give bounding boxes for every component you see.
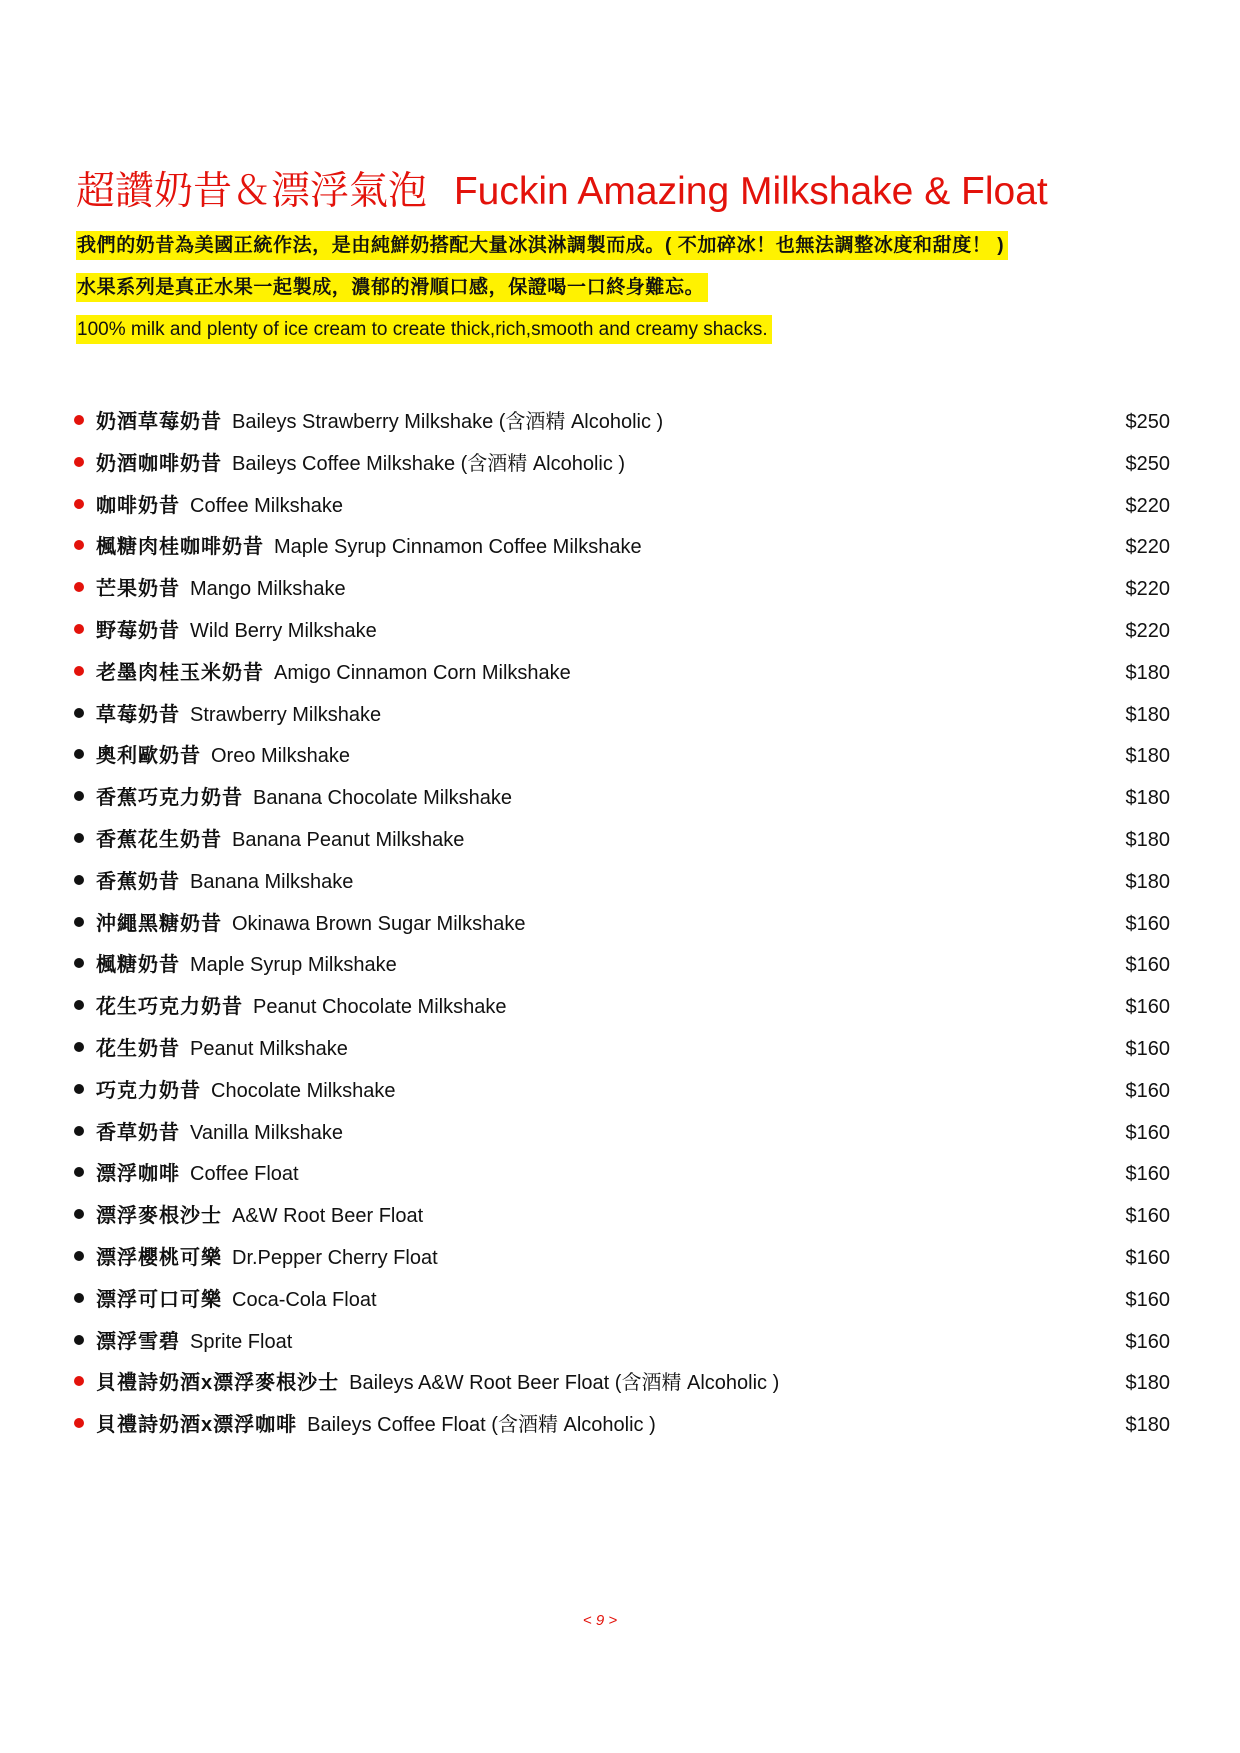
menu-item	[74, 1325, 1170, 1367]
item-name-chinese: 奶酒咖啡奶昔	[96, 452, 222, 475]
item-price: $250	[1125, 411, 1170, 433]
menu-item	[74, 1241, 1170, 1283]
item-price: $180	[1125, 828, 1170, 851]
item-name-chinese: 巧克力奶昔	[96, 1079, 201, 1102]
black-bullet-icon	[74, 1251, 84, 1261]
item-price: $180	[1125, 1414, 1170, 1437]
item-name-english: Peanut Milkshake	[190, 1037, 348, 1060]
item-price: $220	[1125, 536, 1170, 559]
item-price: $160	[1125, 1205, 1170, 1228]
item-name-english: Oreo Milkshake	[211, 745, 350, 768]
item-name-english: Coffee Float	[190, 1163, 299, 1186]
item-name-chinese: 野莓奶昔	[96, 619, 180, 642]
black-bullet-icon	[74, 958, 84, 968]
black-bullet-icon	[74, 1335, 84, 1345]
item-name-english: Baileys Coffee Float (含酒精 Alcoholic )	[307, 1414, 656, 1437]
menu-item	[74, 698, 1170, 740]
menu-item	[74, 447, 1170, 489]
menu-item	[74, 990, 1170, 1032]
item-name-chinese: 漂浮麥根沙士	[96, 1205, 222, 1228]
item-price: $160	[1125, 996, 1170, 1019]
menu-item	[74, 405, 1170, 447]
red-bullet-icon	[74, 540, 84, 550]
item-price: $250	[1125, 452, 1170, 475]
item-name-chinese: 草莓奶昔	[96, 703, 180, 726]
item-name-chinese: 漂浮雪碧	[96, 1330, 180, 1353]
item-name-english: Banana Milkshake	[190, 870, 354, 893]
item-name-english: Banana Peanut Milkshake	[232, 828, 465, 851]
item-name-chinese: 奧利歐奶昔	[96, 745, 201, 768]
black-bullet-icon	[74, 1126, 84, 1136]
menu-item	[74, 907, 1170, 949]
item-price: $160	[1125, 1121, 1170, 1144]
menu-item	[74, 1074, 1170, 1116]
black-bullet-icon	[74, 875, 84, 885]
item-name-english: Baileys A&W Root Beer Float (含酒精 Alcoholic )	[349, 1372, 780, 1395]
black-bullet-icon	[74, 708, 84, 718]
item-price: $180	[1125, 745, 1170, 768]
red-bullet-icon	[74, 457, 84, 467]
item-price: $180	[1125, 1372, 1170, 1395]
item-name-english: Chocolate Milkshake	[211, 1079, 396, 1102]
intro-line-method: 我們的奶昔為美國正統作法，是由純鮮奶搭配大量冰淇淋調製而成。( 不加碎冰！也無法調整冰度和甜度！ )	[76, 231, 1008, 260]
red-bullet-icon	[74, 1418, 84, 1428]
black-bullet-icon	[74, 1000, 84, 1010]
item-name-chinese: 香蕉花生奶昔	[96, 828, 222, 851]
menu-item	[74, 1283, 1170, 1325]
page-title	[76, 160, 1048, 216]
item-name-chinese: 芒果奶昔	[96, 578, 180, 601]
item-name-chinese: 沖繩黑糖奶昔	[96, 912, 222, 935]
black-bullet-icon	[74, 1167, 84, 1177]
menu-list	[74, 405, 1170, 1450]
item-name-chinese: 咖啡奶昔	[96, 494, 180, 517]
item-price: $160	[1125, 954, 1170, 977]
item-price: $160	[1125, 912, 1170, 935]
item-price: $160	[1125, 1288, 1170, 1311]
black-bullet-icon	[74, 1042, 84, 1052]
item-price: $160	[1125, 1330, 1170, 1353]
red-bullet-icon	[74, 415, 84, 425]
black-bullet-icon	[74, 1084, 84, 1094]
red-bullet-icon	[74, 1376, 84, 1386]
menu-item	[74, 823, 1170, 865]
item-name-english: Mango Milkshake	[190, 578, 346, 601]
item-name-english: Maple Syrup Milkshake	[190, 954, 397, 977]
item-name-english: Wild Berry Milkshake	[190, 619, 377, 642]
menu-item	[74, 489, 1170, 531]
item-name-chinese: 奶酒草莓奶昔	[96, 411, 222, 433]
menu-item	[74, 948, 1170, 990]
menu-item	[74, 530, 1170, 572]
red-bullet-icon	[74, 624, 84, 634]
item-name-english: A&W Root Beer Float	[232, 1205, 424, 1228]
menu-item	[74, 781, 1170, 823]
item-name-english: Maple Syrup Cinnamon Coffee Milkshake	[274, 536, 642, 559]
black-bullet-icon	[74, 1209, 84, 1219]
item-name-english: Baileys Coffee Milkshake (含酒精 Alcoholic )	[232, 452, 626, 475]
item-name-english: Coca-Cola Float	[232, 1288, 377, 1311]
menu-item	[74, 1199, 1170, 1241]
black-bullet-icon	[74, 1293, 84, 1303]
intro-line-english: 100% milk and plenty of ice cream to create thick,rich,smooth and creamy shacks.	[76, 315, 772, 344]
item-name-chinese: 花生巧克力奶昔	[96, 996, 243, 1019]
menu-item	[74, 1157, 1170, 1199]
item-name-chinese: 漂浮咖啡	[96, 1163, 180, 1186]
menu-item	[74, 1408, 1170, 1450]
item-name-chinese: 楓糖肉桂咖啡奶昔	[96, 536, 264, 559]
red-bullet-icon	[74, 582, 84, 592]
item-price: $180	[1125, 787, 1170, 810]
item-name-chinese: 漂浮櫻桃可樂	[96, 1246, 222, 1269]
item-name-chinese: 老墨肉桂玉米奶昔	[96, 661, 264, 684]
item-name-chinese: 貝禮詩奶酒x漂浮麥根沙士	[96, 1372, 340, 1395]
black-bullet-icon	[74, 791, 84, 801]
title-english: Fuckin Amazing Milkshake & Float	[453, 170, 1048, 213]
menu-item	[74, 865, 1170, 907]
black-bullet-icon	[74, 833, 84, 843]
page-number: < 9 >	[582, 1612, 618, 1629]
item-price: $220	[1125, 619, 1170, 642]
black-bullet-icon	[74, 749, 84, 759]
item-name-english: Peanut Chocolate Milkshake	[253, 996, 507, 1019]
intro-line-fruit: 水果系列是真正水果一起製成，濃郁的滑順口感，保證喝一口終身難忘。	[76, 273, 708, 302]
item-name-chinese: 香蕉巧克力奶昔	[96, 787, 243, 810]
menu-item	[74, 1116, 1170, 1158]
menu-item	[74, 1366, 1170, 1408]
item-name-english: Okinawa Brown Sugar Milkshake	[232, 912, 526, 935]
item-name-chinese: 香蕉奶昔	[96, 870, 180, 893]
menu-item	[74, 1032, 1170, 1074]
item-price: $220	[1125, 578, 1170, 601]
menu-item	[74, 572, 1170, 614]
item-name-chinese: 香草奶昔	[96, 1121, 180, 1144]
item-name-chinese: 漂浮可口可樂	[96, 1288, 222, 1311]
item-price: $160	[1125, 1246, 1170, 1269]
menu-item	[74, 739, 1170, 781]
menu-item	[74, 614, 1170, 656]
item-name-english: Vanilla Milkshake	[190, 1121, 344, 1144]
item-price: $180	[1125, 661, 1170, 684]
item-name-english: Banana Chocolate Milkshake	[253, 787, 513, 810]
item-name-english: Strawberry Milkshake	[190, 703, 382, 726]
item-name-chinese: 楓糖奶昔	[96, 954, 180, 977]
item-price: $180	[1125, 703, 1170, 726]
item-name-chinese: 花生奶昔	[96, 1037, 180, 1060]
red-bullet-icon	[74, 666, 84, 676]
black-bullet-icon	[74, 917, 84, 927]
item-name-chinese: 貝禮詩奶酒x漂浮咖啡	[96, 1414, 298, 1437]
item-name-english: Sprite Float	[190, 1330, 293, 1353]
item-name-english: Coffee Milkshake	[190, 494, 344, 517]
item-price: $220	[1125, 494, 1170, 517]
item-name-english: Baileys Strawberry Milkshake (含酒精 Alcoholic )	[232, 411, 664, 433]
item-price: $180	[1125, 870, 1170, 893]
item-price: $160	[1125, 1037, 1170, 1060]
red-bullet-icon	[74, 499, 84, 509]
menu-item	[74, 656, 1170, 698]
intro-highlight-block	[76, 231, 1008, 357]
title-chinese: 超讚奶昔＆漂浮氣泡	[76, 170, 428, 213]
item-name-english: Dr.Pepper Cherry Float	[232, 1246, 438, 1269]
item-price: $160	[1125, 1079, 1170, 1102]
item-name-english: Amigo Cinnamon Corn Milkshake	[274, 661, 571, 684]
item-price: $160	[1125, 1163, 1170, 1186]
